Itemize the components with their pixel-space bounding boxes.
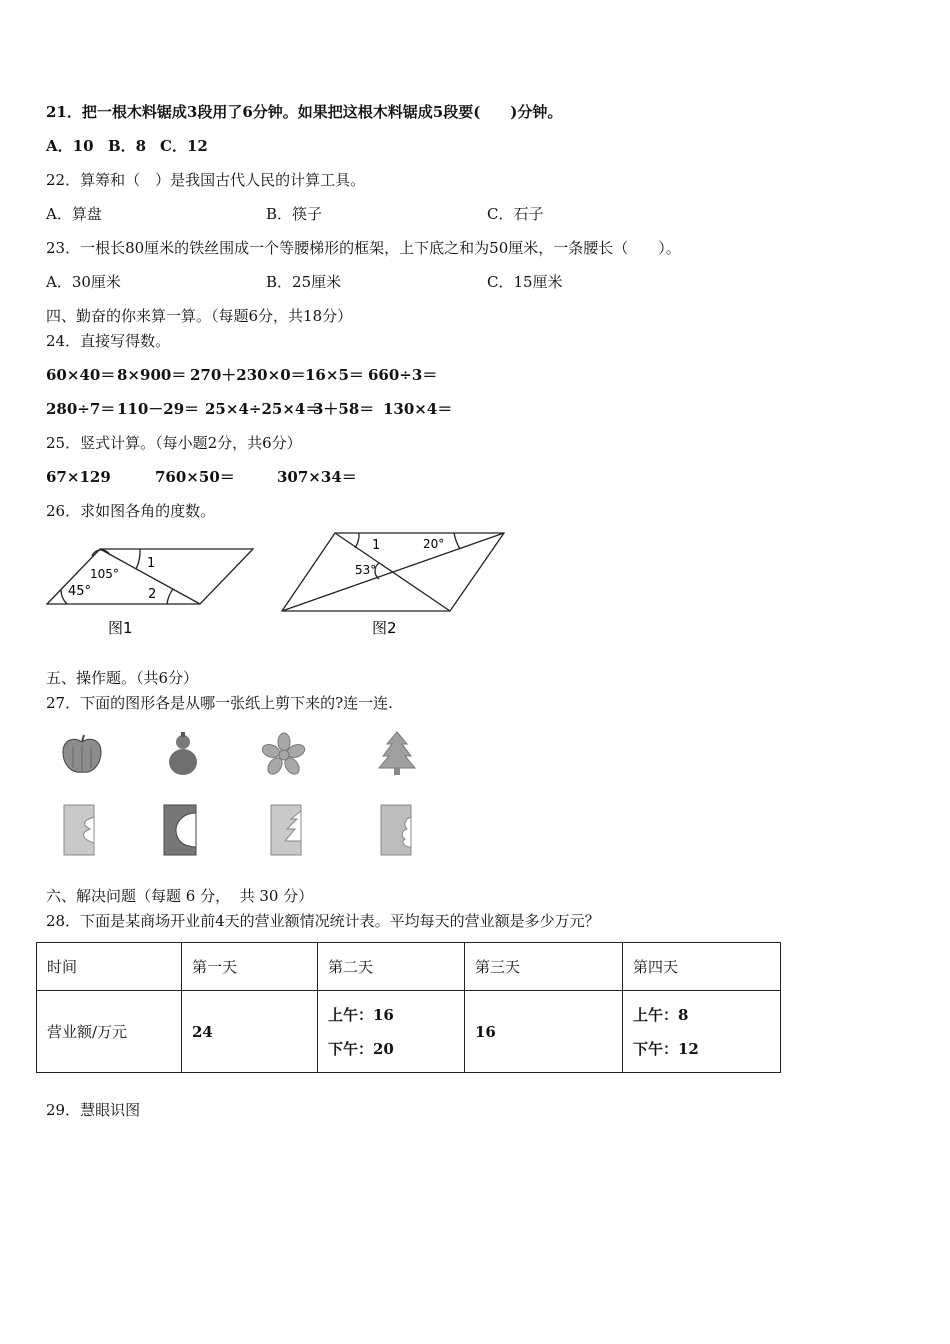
table-header-cell: 时间 (37, 943, 182, 991)
q22-option-c: C．石子 (487, 205, 544, 223)
q22-option-a: A．算盘 (46, 205, 102, 223)
tree-cutout-icon[interactable] (377, 730, 417, 778)
table-header-cell: 第一天 (182, 943, 318, 991)
table-row (37, 991, 781, 1073)
q24-number: 24． (46, 332, 81, 350)
q23-question (46, 238, 681, 258)
section6-title: 六、解决问题（每题 6 分， 共 30 分） (46, 887, 314, 905)
q24-text: 直接写得数。 (80, 332, 171, 350)
figure-1-parallelogram (40, 538, 265, 643)
paper-a-icon[interactable] (60, 803, 100, 858)
revenue-table (36, 942, 781, 1073)
table-header-cell: 第三天 (465, 943, 623, 991)
q25-question (46, 433, 302, 453)
table-row-label: 营业额/万元 (37, 991, 182, 1073)
q24-row2-item: 280÷7＝ (46, 400, 116, 418)
q26-text: 求如图各角的度数。 (80, 502, 216, 520)
fig1-angle-45: 45° (68, 584, 92, 599)
q21-option-a: A．10 (46, 137, 94, 155)
q24-row2-item: 3＋58＝ (313, 400, 375, 418)
q21-number: 21． (46, 103, 82, 121)
q22-option-b: B．筷子 (266, 205, 323, 223)
q27-text: 下面的图形各是从哪一张纸上剪下来的?连一连. (80, 694, 393, 712)
fig2-caption: 图2 (372, 619, 397, 637)
section4-title: 四、勤奋的你来算一算。（每题6分，共18分） (46, 307, 353, 325)
q24-row1-item: 16×5＝ (305, 366, 364, 384)
table-cell-day4 (623, 991, 781, 1073)
fig2-angle-53: 53° (355, 563, 377, 577)
q21-option-c: C．12 (160, 137, 208, 155)
q24-row1-item: 8×900＝ (117, 366, 187, 384)
q23-number: 23． (46, 239, 81, 257)
fig2-angle-20: 20° (423, 537, 445, 551)
day2-morning: 上午：16 (328, 1005, 394, 1024)
figure-2-parallelogram (275, 526, 515, 643)
table-cell-day3: 16 (465, 991, 623, 1073)
table-header-cell: 第四天 (623, 943, 781, 991)
paper-d-icon[interactable] (377, 803, 417, 858)
table-cell-day2 (318, 991, 465, 1073)
q27-number: 27． (46, 694, 81, 712)
q23-option-b: B．25厘米 (266, 273, 342, 291)
q24-row2-item: 130×4＝ (383, 400, 453, 418)
q25-item: 67×129 (46, 468, 111, 486)
q21-question (46, 102, 562, 122)
q24-row1-item: 660÷3＝ (368, 366, 438, 384)
q28-text: 下面是某商场开业前4天的营业额情况统计表。平均每天的营业额是多少万元？ (80, 912, 600, 930)
q23-text: 一根长80厘米的铁丝围成一个等腰梯形的框架，上下底之和为50厘米，一条腰长（ ）。 (80, 239, 681, 257)
q25-item: 760×50＝ (155, 468, 235, 486)
fig1-label-2: 2 (148, 587, 157, 602)
apple-cutout-icon[interactable] (60, 732, 105, 777)
table-header-cell: 第二天 (318, 943, 465, 991)
q27-question (46, 693, 393, 713)
q24-row2-item: 25×4÷25×4＝ (205, 400, 321, 418)
table-header-row (37, 943, 781, 991)
q22-question (46, 170, 365, 190)
q24-row1-item: 60×40＝ (46, 366, 116, 384)
paper-b-icon[interactable] (160, 803, 200, 858)
q26-number: 26． (46, 502, 81, 520)
q25-number: 25． (46, 434, 81, 452)
q23-option-a: A．30厘米 (46, 273, 121, 291)
section5-title: 五、操作题。（共6分） (46, 669, 199, 687)
fig1-caption: 图1 (108, 619, 133, 637)
q22-text: 算筹和（ ）是我国古代人民的计算工具。 (80, 171, 366, 189)
table-cell-day1: 24 (182, 991, 318, 1073)
q24-row1-item: 270＋230×0＝ (190, 366, 306, 384)
q26-question (46, 501, 215, 521)
q28-number: 28． (46, 912, 81, 930)
day4-afternoon: 下午：12 (633, 1039, 699, 1058)
q29-question (46, 1100, 140, 1120)
fig1-angle-105: 105° (90, 567, 119, 581)
q21-text: 把一根木料锯成3段用了6分钟。如果把这根木料锯成5段要( )分钟。 (81, 103, 563, 121)
q24-row2-item: 110－29＝ (117, 400, 200, 418)
q25-text: 竖式计算。（每小题2分，共6分） (80, 434, 302, 452)
q25-item: 307×34＝ (277, 468, 357, 486)
day4-morning: 上午：8 (633, 1005, 689, 1024)
paper-c-icon[interactable] (267, 803, 307, 858)
q28-question (46, 911, 600, 931)
day2-afternoon: 下午：20 (328, 1039, 394, 1058)
q21-option-b: B．8 (108, 137, 147, 155)
gourd-cutout-icon[interactable] (163, 730, 203, 778)
q29-number: 29． (46, 1101, 81, 1119)
q22-number: 22． (46, 171, 81, 189)
fig2-label-1: 1 (372, 538, 381, 553)
fig1-label-1: 1 (147, 556, 156, 571)
q24-question (46, 331, 170, 351)
q23-option-c: C．15厘米 (487, 273, 563, 291)
q29-text: 慧眼识图 (80, 1101, 141, 1119)
flower-cutout-icon[interactable] (262, 732, 307, 777)
